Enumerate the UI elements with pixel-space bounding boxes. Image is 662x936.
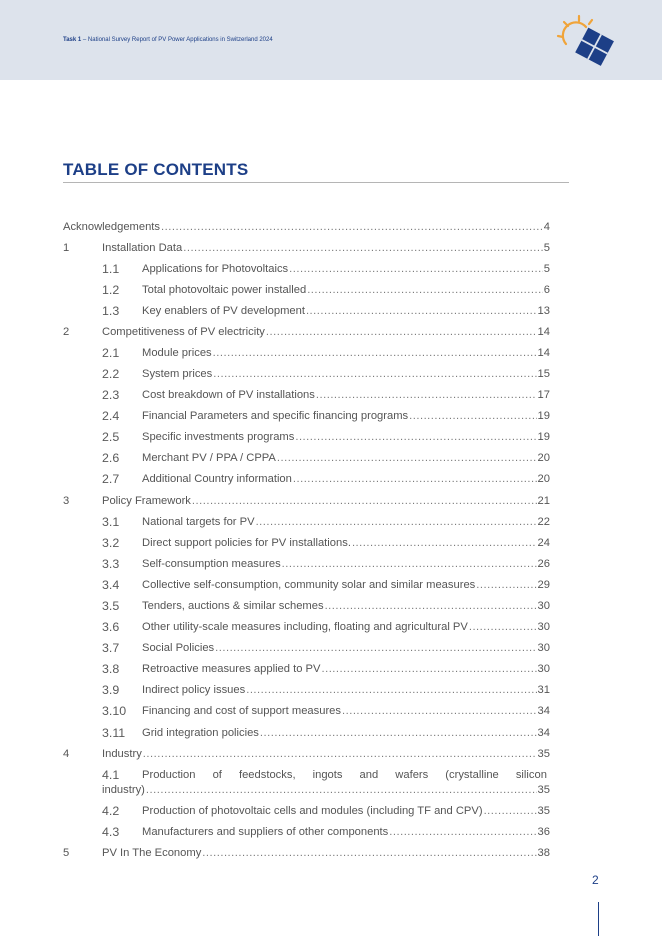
toc-entry-title: Collective self-consumption, community solar and similar measures — [142, 579, 476, 591]
toc-entry-page: 30 — [537, 621, 550, 633]
dot-leader — [325, 600, 537, 612]
dot-leader — [183, 242, 543, 254]
dot-leader — [307, 284, 543, 296]
toc-entry-title: Social Policies — [142, 642, 215, 654]
toc-entry-number: 3.4 — [102, 578, 120, 592]
toc-entry-title: National targets for PV — [142, 516, 255, 528]
toc-entry-title: Merchant PV / PPA / CPPA — [142, 452, 276, 464]
toc-entry-title: Industry — [102, 748, 142, 760]
toc-entry-title: Self-consumption measures — [142, 558, 281, 570]
dot-leader — [260, 727, 537, 739]
dot-leader — [246, 684, 536, 696]
dot-leader — [266, 326, 537, 338]
toc-entry-page: 14 — [537, 326, 550, 338]
dot-leader — [484, 805, 537, 817]
toc-entry-number: 5 — [63, 847, 70, 859]
toc-heading: TABLE OF CONTENTS — [63, 160, 249, 179]
toc-entry-number: 2.7 — [102, 472, 120, 486]
dot-leader — [282, 558, 537, 570]
toc-entry-page: 5 — [543, 242, 550, 254]
toc-entry-page: 19 — [537, 410, 550, 422]
toc-entry-page: 19 — [537, 431, 550, 443]
toc-entry-title: Key enablers of PV development — [142, 305, 305, 317]
toc-entry-page: 30 — [537, 600, 550, 612]
toc-entry-number: 2 — [63, 326, 70, 338]
toc-entry-page: 26 — [537, 558, 550, 570]
toc-entry-title: Indirect policy issues — [142, 684, 246, 696]
toc-entry-title: Applications for Photovoltaics — [142, 263, 289, 275]
toc-entry-title: Policy Framework — [102, 495, 191, 507]
toc-entry-title: Additional Country information — [142, 473, 292, 485]
toc-entry-title: Grid integration policies — [142, 727, 259, 739]
dot-leader — [352, 537, 537, 549]
toc-entry-number: 3.1 — [102, 515, 120, 529]
toc-entry-page: 30 — [537, 663, 550, 675]
dot-leader — [321, 663, 536, 675]
toc-entry-number: 2.1 — [102, 346, 120, 360]
toc-entry-page: 22 — [537, 516, 550, 528]
toc-entry-title: Total photovoltaic power installed — [142, 284, 307, 296]
toc-entry-word: feedstocks, — [238, 769, 296, 781]
toc-entry-page: 36 — [537, 826, 550, 838]
dot-leader — [277, 452, 537, 464]
toc-entry-page: 30 — [537, 642, 550, 654]
toc-entry-number: 1.1 — [102, 262, 120, 276]
dot-leader — [192, 495, 537, 507]
toc-entry-page: 35 — [537, 784, 550, 796]
dot-leader — [316, 389, 537, 401]
toc-entry-number: 2.2 — [102, 367, 120, 381]
toc-entry-page: 20 — [537, 452, 550, 464]
dot-leader — [161, 221, 543, 233]
toc-entry-title: Competitiveness of PV electricity — [102, 326, 265, 338]
toc-entry-number: 4.3 — [102, 825, 120, 839]
toc-entry-number: 4.2 — [102, 804, 120, 818]
toc-entry-page: 13 — [537, 305, 550, 317]
toc-entry-number: 3.3 — [102, 557, 120, 571]
dot-leader — [202, 847, 536, 859]
dot-leader — [289, 263, 543, 275]
toc-entry-page: 21 — [537, 495, 550, 507]
toc-entry-word: and — [359, 769, 379, 781]
dot-leader — [295, 431, 536, 443]
dot-leader — [389, 826, 536, 838]
toc-entry-title-line2 — [102, 784, 550, 796]
toc-entry-number: 4 — [63, 748, 70, 760]
dot-leader — [256, 516, 537, 528]
toc-entry-title: Financial Parameters and specific financing programs — [142, 410, 409, 422]
toc-entry-number: 3.11 — [102, 726, 126, 740]
toc-entry-title: System prices — [142, 368, 213, 380]
toc-entry-number: 1.2 — [102, 283, 120, 297]
toc-entry-page: 38 — [537, 847, 550, 859]
toc-entry-number: 2.6 — [102, 451, 120, 465]
toc-entry-word: wafers — [395, 769, 429, 781]
toc-entry-number: 3 — [63, 495, 70, 507]
toc-entry-title: Retroactive measures applied to PV — [142, 663, 321, 675]
toc-entry-page: 4 — [543, 221, 550, 233]
toc-entry-title: Manufacturers and suppliers of other components — [142, 826, 389, 838]
dot-leader — [293, 473, 537, 485]
toc-entry-number: 1.3 — [102, 304, 120, 318]
dot-leader — [409, 410, 536, 422]
toc-entry-page: 31 — [537, 684, 550, 696]
toc-entry-page: 15 — [537, 368, 550, 380]
dot-leader — [476, 579, 536, 591]
toc-entry-number: 2.5 — [102, 430, 120, 444]
dot-leader — [469, 621, 537, 633]
toc-entry-word: (crystalline — [445, 769, 499, 781]
toc-entry-title: Production of photovoltaic cells and modules (including TF and CPV) — [142, 805, 483, 817]
toc-entry-page: 35 — [537, 748, 550, 760]
toc-entry-number: 2.3 — [102, 388, 120, 402]
toc-entry-number: 2.4 — [102, 409, 120, 423]
toc-entry-title: Specific investments programs — [142, 431, 295, 443]
toc-entry-title: Module prices — [142, 347, 212, 359]
toc-entry-page: 5 — [543, 263, 550, 275]
toc-entry-title: Other utility-scale measures including, floating and agricultural PV — [142, 621, 468, 633]
toc-entry-page: 24 — [537, 537, 550, 549]
toc-entry-number: 3.2 — [102, 536, 120, 550]
toc-entry-page: 29 — [537, 579, 550, 591]
toc-entry-number: 3.7 — [102, 641, 120, 655]
toc-entry-page: 20 — [537, 473, 550, 485]
toc-entry-page: 6 — [543, 284, 550, 296]
toc-entry-number: 3.8 — [102, 662, 120, 676]
dot-leader — [213, 368, 536, 380]
toc-entry-title: industry) — [102, 784, 145, 796]
dot-leader — [215, 642, 536, 654]
toc-entry-page: 35 — [537, 805, 550, 817]
toc-entry-title-line1 — [142, 769, 547, 781]
dot-leader — [342, 705, 537, 717]
page-number: 2 — [592, 873, 599, 887]
toc-entry-title: PV In The Economy — [102, 847, 202, 859]
toc-entry-title: Direct support policies for PV installations. — [142, 537, 351, 549]
dot-leader — [146, 784, 537, 796]
dot-leader — [143, 748, 537, 760]
toc-entry-title: Acknowledgements — [63, 221, 161, 233]
toc-entry-title: Cost breakdown of PV installations — [142, 389, 315, 401]
toc-entry-number: 4.1 — [102, 768, 120, 782]
toc-entry-page: 14 — [537, 347, 550, 359]
toc-entry-word: Production — [142, 769, 196, 781]
dot-leader — [213, 347, 537, 359]
toc-entry-number: 3.6 — [102, 620, 120, 634]
toc-entry-page: 34 — [537, 705, 550, 717]
report-title: – National Survey Report of PV Power Applications in Switzerland 2024 — [81, 37, 273, 43]
toc-entry-page: 34 — [537, 727, 550, 739]
toc-entry-title: Financing and cost of support measures — [142, 705, 341, 717]
toc-entry-number: 3.5 — [102, 599, 120, 613]
toc-entry-number: 3.10 — [102, 704, 127, 718]
dot-leader — [306, 305, 537, 317]
toc-entry-number: 3.9 — [102, 683, 120, 697]
toc-entry-word: ingots — [312, 769, 343, 781]
toc-entry-page: 17 — [537, 389, 550, 401]
footer-rule — [598, 902, 599, 936]
task-label: Task 1 — [63, 37, 82, 43]
toc-entry-title: Tenders, auctions & similar schemes — [142, 600, 324, 612]
toc-entry-number: 1 — [63, 242, 70, 254]
toc-entry-title: Installation Data — [102, 242, 183, 254]
toc-entry-word: of — [212, 769, 222, 781]
toc-entry-word: silicon — [515, 769, 547, 781]
